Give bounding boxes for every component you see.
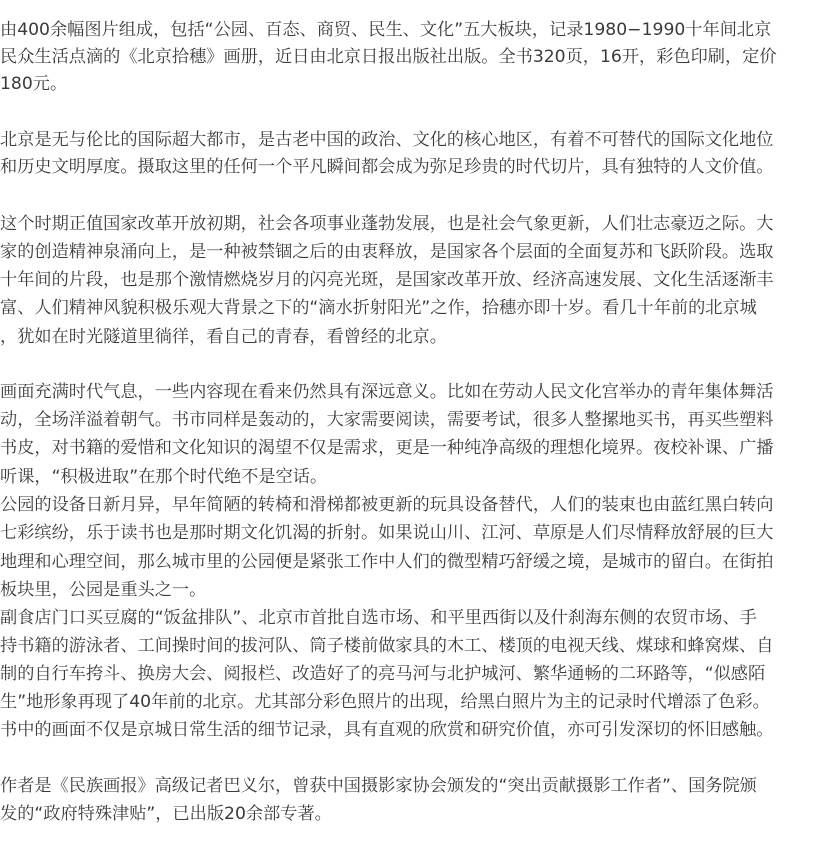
text-line: 民众生活点滴的《北京拾穗》画册，近日由北京日报出版社出版。全书320页，16开，彩色印刷，定价	[0, 47, 777, 67]
text-line: 这个时期正值国家改革开放初期，社会各项事业蓬勃发展，也是社会气象更新，人们壮志豪迈之际。大	[0, 214, 774, 234]
text-line: 板块里，公园是重头之一。	[0, 580, 207, 600]
text-line: 北京是无与伦比的国际超大都市，是古老中国的政治、文化的核心地区，有着不可替代的国际文化地位	[0, 130, 774, 150]
text-line: 由400余幅图片组成，包括“公园、百态、商贸、民生、文化”五大板块，记录1980−1990十年间北京	[0, 20, 772, 40]
text-line: 书皮，对书籍的爱惜和文化知识的渴望不仅是需求，更是一种纯净高级的理想化境界。夜校补课、广播	[0, 438, 774, 458]
text-line: 180元。	[0, 74, 68, 94]
text-line: 持书籍的游泳者、工间操时间的拔河队、筒子楼前做家具的木工、楼顶的电视天线、煤球和蜂窝煤、自	[0, 636, 774, 656]
text-line: 和历史文明厚度。摄取这里的任何一个平凡瞬间都会成为弥足珍贵的时代切片，具有独特的人文价值。	[0, 157, 774, 177]
text-line: 家的创造精神泉涌向上，是一种被禁锢之后的由衷释放，是国家各个层面的全面复苏和飞跃阶段。选取	[0, 242, 774, 262]
text-line: 制的自行车挎斗、换房大会、阅报栏、改造好了的亮马河与北护城河、繁华通畅的二环路等，“似感陌	[0, 664, 766, 684]
text-line: 画面充满时代气息，一些内容现在看来仍然具有深远意义。比如在劳动人民文化宫举办的青年集体舞活	[0, 382, 774, 402]
text-line: 动，全场洋溢着朝气。书市同样是轰动的，大家需要阅读，需要考试，很多人整摞地买书，再买些塑料	[0, 410, 774, 430]
text-line: 书中的画面不仅是京城日常生活的细节记录，具有直观的欣赏和研究价值，亦可引发深切的怀旧感触。	[0, 720, 774, 740]
text-line: 十年间的片段，也是那个激情燃烧岁月的闪亮光斑，是国家改革开放、经济高速发展、文化生活逐渐丰	[0, 270, 774, 290]
text-line: 听课，“积极进取”在那个时代绝不是空话。	[0, 467, 328, 487]
text-line: 生”地形象再现了40年前的北京。尤其部分彩色照片的出现，给黑白照片为主的记录时代增添了色彩。	[0, 692, 770, 712]
text-line: 富、人们精神风貌积极乐观大背景之下的“滴水折射阳光”之作，拾穗亦即十岁。看几十年前的北京城	[0, 298, 757, 318]
text-line: ，犹如在时光隧道里徜徉，看自己的青春，看曾经的北京。	[0, 327, 447, 347]
text-line: 发的“政府特殊津贴”，已出版20余部专著。	[0, 804, 332, 824]
text-line: 地理和心理空间，那么城市里的公园便是紧张工作中人们的微型精巧舒缓之境，是城市的留白。在街拍	[0, 552, 774, 572]
text-line: 副食店门口买豆腐的“饭盆排队”、北京市首批自选市场、和平里西街以及什刹海东侧的农贸市场、手	[0, 608, 757, 628]
text-line: 公园的设备日新月异，早年简陋的转椅和滑梯都被更新的玩具设备替代，人们的装束也由蓝红黑白转向	[0, 495, 774, 515]
text-line: 作者是《民族画报》高级记者巴义尔，曾获中国摄影家协会颁发的“突出贡献摄影工作者”、国务院颁	[0, 776, 757, 796]
text-line: 七彩缤纷，乐于读书也是那时期文化饥渴的折射。如果说山川、江河、草原是人们尽情释放舒展的巨大	[0, 523, 774, 543]
